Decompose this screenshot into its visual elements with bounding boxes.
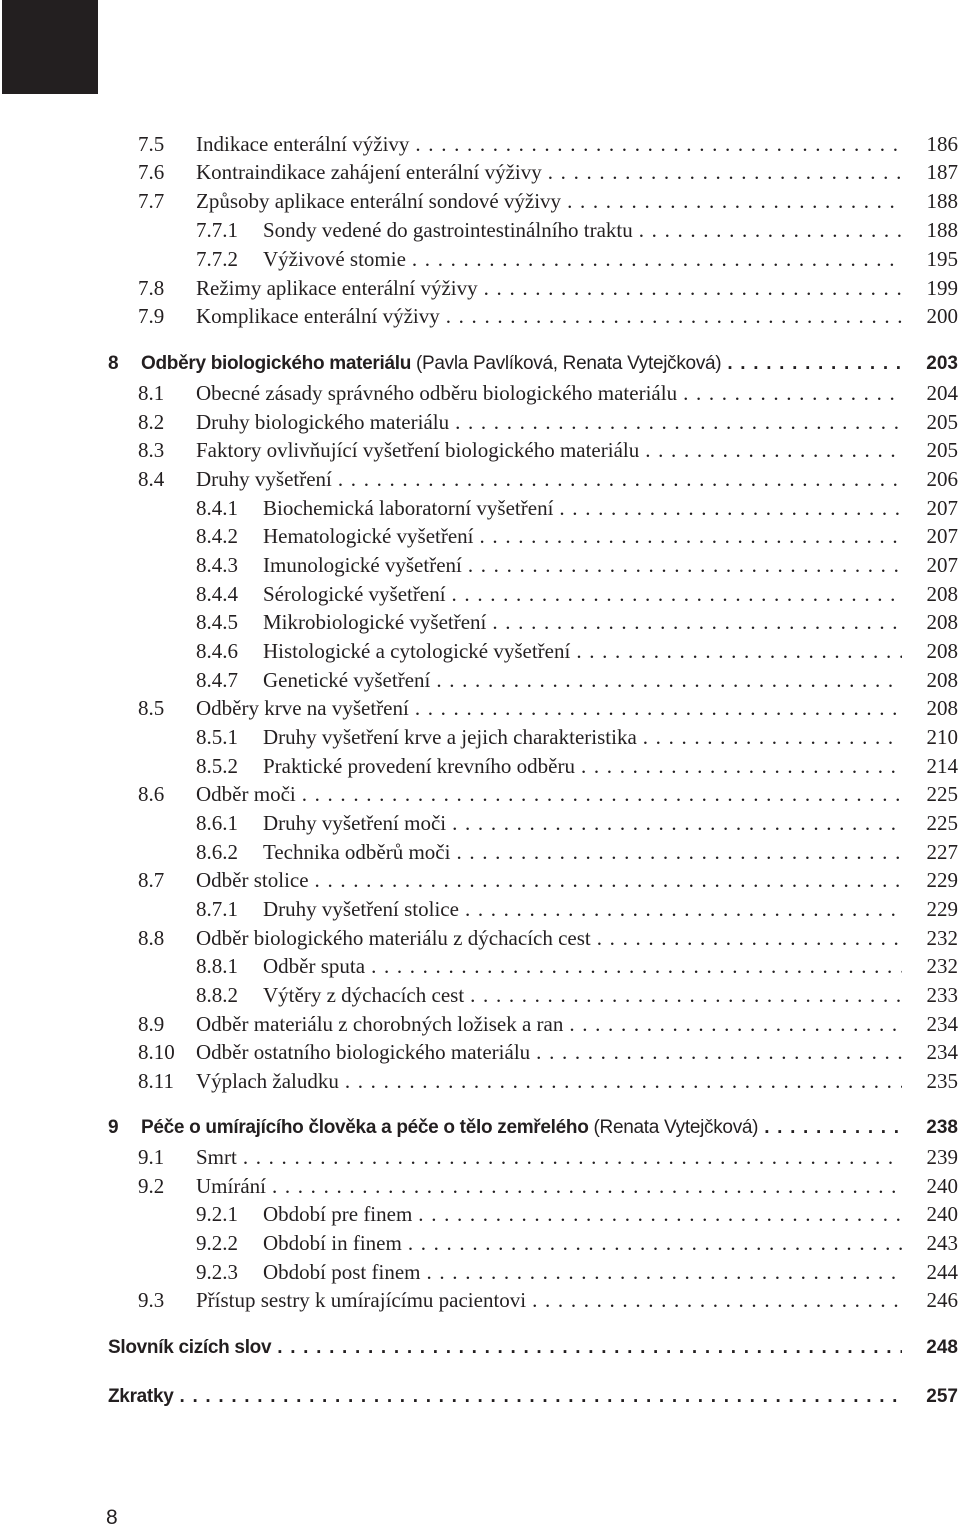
toc-entry[interactable]: [0, 1143, 960, 1171]
dot-leader: [452, 809, 902, 837]
toc-entry[interactable]: [0, 1229, 960, 1257]
toc-entry[interactable]: [0, 494, 960, 522]
entry-page: 214: [926, 754, 958, 778]
entry-number: 9.2.3: [196, 1260, 238, 1284]
toc-entry[interactable]: [0, 1010, 960, 1038]
entry-title: Smrt: [196, 1145, 237, 1169]
entry-page: 244: [926, 1260, 958, 1284]
entry-page: 207: [926, 553, 958, 577]
toc-entry[interactable]: [0, 637, 960, 665]
entry-page: 235: [926, 1069, 958, 1093]
chapter-title-text: Odběry biologického materiálu: [141, 353, 412, 374]
chapter-page: 238: [926, 1117, 958, 1138]
dot-leader: [272, 1172, 902, 1200]
toc-entry[interactable]: [0, 752, 960, 780]
toc-entry[interactable]: [0, 465, 960, 493]
toc-entry[interactable]: [0, 245, 960, 273]
dot-leader: [345, 1067, 902, 1095]
entry-page: 229: [926, 868, 958, 892]
dot-leader: [418, 1200, 902, 1228]
dot-leader: [408, 1229, 902, 1257]
entry-number: 8.5: [138, 696, 165, 720]
dot-leader: [470, 981, 902, 1009]
dot-leader: [645, 436, 902, 464]
dot-leader: [243, 1143, 902, 1171]
entry-title: Období pre finem: [263, 1202, 413, 1226]
entry-title: Odběr stolice: [196, 868, 309, 892]
entry-page: 239: [926, 1145, 958, 1169]
dot-leader: [415, 130, 902, 158]
toc-entry[interactable]: [0, 379, 960, 407]
toc-entry[interactable]: [0, 838, 960, 866]
entry-page: 205: [926, 438, 958, 462]
entry-number: 9.2: [138, 1174, 165, 1198]
entry-title: Biochemická laboratorní vyšetření: [263, 496, 554, 520]
entry-title: Technika odběrů moči: [263, 840, 451, 864]
entry-number: 7.8: [138, 276, 165, 300]
entry-page: 200: [926, 304, 958, 328]
entry-number: 8.5.1: [196, 725, 238, 749]
entry-title: Druhy vyšetření: [196, 467, 332, 491]
entry-page: 195: [926, 247, 958, 271]
entry-title: Genetické vyšetření: [263, 668, 431, 692]
entry-page: 208: [926, 582, 958, 606]
toc-chapter[interactable]: [0, 1114, 960, 1142]
chapter-page: 248: [926, 1337, 958, 1358]
entry-number: 8.8.2: [196, 983, 238, 1007]
toc-entry[interactable]: [0, 924, 960, 952]
dot-leader: [412, 245, 902, 273]
entry-page: 199: [926, 276, 958, 300]
entry-number: 8.4.2: [196, 524, 238, 548]
dot-leader: [683, 379, 902, 407]
entry-title: Kontraindikace zahájení enterální výživy: [196, 160, 542, 184]
entry-number: 9.2.1: [196, 1202, 238, 1226]
toc-entry[interactable]: [0, 1200, 960, 1228]
toc-entry[interactable]: [0, 723, 960, 751]
entry-number: 8.4.7: [196, 668, 238, 692]
entry-page: 227: [926, 840, 958, 864]
dot-leader: [446, 302, 902, 330]
entry-page: 225: [926, 782, 958, 806]
chapter-number: 8: [108, 353, 119, 374]
dot-leader: [567, 187, 902, 215]
entry-title: Praktické provedení krevního odběru: [263, 754, 575, 778]
dot-leader: [548, 158, 902, 186]
dot-leader: [315, 866, 902, 894]
toc-entry[interactable]: [0, 1067, 960, 1095]
entry-number: 8.6.2: [196, 840, 238, 864]
chapter-title-text: Péče o umírajícího člověka a péče o tělo zemřelého: [141, 1117, 589, 1138]
toc-entry[interactable]: [0, 1286, 960, 1314]
entry-number: 7.7.2: [196, 247, 238, 271]
dot-leader: [180, 1383, 903, 1411]
dot-leader: [727, 350, 902, 378]
entry-page: 207: [926, 496, 958, 520]
entry-title: Faktory ovlivňující vyšetření biologického materiálu: [196, 438, 640, 462]
entry-page: 243: [926, 1231, 958, 1255]
entry-title: Druhy vyšetření krve a jejich charakteristika: [263, 725, 637, 749]
entry-title: Sondy vedené do gastrointestinálního traktu: [263, 218, 633, 242]
entry-title: Výplach žaludku: [196, 1069, 339, 1093]
entry-page: 207: [926, 524, 958, 548]
entry-title: Sérologické vyšetření: [263, 582, 446, 606]
chapter-authors: (Pavla Pavlíková, Renata Vytejčková): [416, 353, 722, 374]
dot-leader: [415, 694, 902, 722]
entry-title: Hematologické vyšetření: [263, 524, 474, 548]
entry-number: 7.6: [138, 160, 165, 184]
toc-entry[interactable]: [0, 666, 960, 694]
entry-page: 240: [926, 1174, 958, 1198]
entry-number: 8.10: [138, 1040, 175, 1064]
entry-title: Odběr materiálu z chorobných ložisek a ran: [196, 1012, 564, 1036]
entry-title: Druhy biologického materiálu: [196, 410, 450, 434]
dot-leader: [338, 465, 902, 493]
dot-leader: [468, 551, 902, 579]
dot-leader: [484, 274, 902, 302]
entry-number: 7.9: [138, 304, 165, 328]
entry-page: 208: [926, 639, 958, 663]
entry-number: 8.4: [138, 467, 165, 491]
entry-page: 233: [926, 983, 958, 1007]
entry-number: 8.8: [138, 926, 165, 950]
corner-block: [2, 0, 98, 94]
entry-title: Způsoby aplikace enterální sondové výživy: [196, 189, 562, 213]
toc-entry[interactable]: [0, 408, 960, 436]
entry-title: Přístup sestry k umírajícímu pacientovi: [196, 1288, 527, 1312]
dot-leader: [465, 895, 902, 923]
entry-title: Histologické a cytologické vyšetření: [263, 639, 571, 663]
entry-page: 232: [926, 926, 958, 950]
toc-entry[interactable]: [0, 895, 960, 923]
entry-title: Odběr biologického materiálu z dýchacích cest: [196, 926, 591, 950]
toc-entry[interactable]: [0, 216, 960, 244]
dot-leader: [559, 494, 902, 522]
entry-page: 205: [926, 410, 958, 434]
dot-leader: [581, 752, 902, 780]
entry-page: 187: [926, 160, 958, 184]
entry-number: 8.5.2: [196, 754, 238, 778]
dot-leader: [576, 637, 902, 665]
dot-leader: [436, 666, 902, 694]
entry-page: 246: [926, 1288, 958, 1312]
chapter-title: Slovník cizích slov: [108, 1337, 272, 1358]
dot-leader: [639, 216, 902, 244]
entry-title: Období post finem: [263, 1260, 421, 1284]
dot-leader: [456, 838, 902, 866]
entry-number: 8.4.3: [196, 553, 238, 577]
entry-title: Komplikace enterální výživy: [196, 304, 440, 328]
entry-title: Výživové stomie: [263, 247, 406, 271]
toc-entry[interactable]: [0, 130, 960, 158]
dot-leader: [371, 952, 902, 980]
toc-chapter-glossary[interactable]: [0, 1334, 960, 1362]
toc-entry[interactable]: [0, 952, 960, 980]
entry-number: 9.1: [138, 1145, 165, 1169]
chapter-title: Zkratky: [108, 1386, 174, 1407]
entry-page: 225: [926, 811, 958, 835]
entry-number: 8.7: [138, 868, 165, 892]
toc-entry[interactable]: [0, 551, 960, 579]
dot-leader: [452, 580, 902, 608]
page-number: 8: [106, 1506, 118, 1529]
dot-leader: [302, 780, 902, 808]
entry-page: 229: [926, 897, 958, 921]
entry-title: Druhy vyšetření stolice: [263, 897, 459, 921]
toc-entry[interactable]: [0, 522, 960, 550]
dot-leader: [427, 1258, 903, 1286]
dot-leader: [569, 1010, 902, 1038]
entry-page: 208: [926, 668, 958, 692]
toc-entry[interactable]: [0, 1258, 960, 1286]
entry-number: 8.11: [138, 1069, 174, 1093]
toc-entry[interactable]: [0, 302, 960, 330]
entry-page: 204: [926, 381, 958, 405]
entry-number: 8.9: [138, 1012, 165, 1036]
entry-number: 9.2.2: [196, 1231, 238, 1255]
entry-title: Odběr moči: [196, 782, 296, 806]
dot-leader: [532, 1286, 902, 1314]
toc-entry[interactable]: [0, 780, 960, 808]
entry-number: 7.5: [138, 132, 165, 156]
entry-title: Odběr sputa: [263, 954, 366, 978]
entry-page: 206: [926, 467, 958, 491]
entry-title: Mikrobiologické vyšetření: [263, 610, 487, 634]
entry-number: 8.1: [138, 381, 165, 405]
entry-title: Obecné zásady správného odběru biologického materiálu: [196, 381, 678, 405]
dot-leader: [492, 608, 902, 636]
toc-entry[interactable]: [0, 274, 960, 302]
toc-entry[interactable]: [0, 866, 960, 894]
entry-number: 7.7.1: [196, 218, 238, 242]
entry-title: Výtěry z dýchacích cest: [263, 983, 465, 1007]
entry-page: 240: [926, 1202, 958, 1226]
toc-entry[interactable]: [0, 436, 960, 464]
dot-leader: [643, 723, 902, 751]
entry-page: 210: [926, 725, 958, 749]
entry-number: 8.6.1: [196, 811, 238, 835]
chapter-title: [141, 1114, 764, 1142]
chapter-page: 203: [926, 353, 958, 374]
dot-leader: [764, 1114, 902, 1142]
chapter-authors: (Renata Vytejčková): [593, 1117, 759, 1138]
toc-entry[interactable]: [0, 809, 960, 837]
entry-title: Odběr ostatního biologického materiálu: [196, 1040, 531, 1064]
toc-entry[interactable]: [0, 694, 960, 722]
entry-page: 208: [926, 610, 958, 634]
entry-number: 8.8.1: [196, 954, 238, 978]
entry-page: 188: [926, 218, 958, 242]
entry-title: Indikace enterální výživy: [196, 132, 410, 156]
entry-number: 7.7: [138, 189, 165, 213]
dot-leader: [536, 1038, 902, 1066]
toc-entry[interactable]: [0, 981, 960, 1009]
entry-number: 9.3: [138, 1288, 165, 1312]
dot-leader: [455, 408, 902, 436]
entry-title: Druhy vyšetření moči: [263, 811, 447, 835]
entry-title: Režimy aplikace enterální výživy: [196, 276, 478, 300]
entry-page: 232: [926, 954, 958, 978]
entry-number: 8.4.1: [196, 496, 238, 520]
entry-page: 188: [926, 189, 958, 213]
entry-number: 8.4.4: [196, 582, 238, 606]
chapter-number: 9: [108, 1117, 119, 1138]
toc-chapter[interactable]: [0, 350, 960, 378]
entry-title: Imunologické vyšetření: [263, 553, 462, 577]
chapter-page: 257: [926, 1386, 958, 1407]
entry-number: 8.2: [138, 410, 165, 434]
entry-number: 8.4.5: [196, 610, 238, 634]
entry-title: Odběry krve na vyšetření: [196, 696, 409, 720]
entry-page: 186: [926, 132, 958, 156]
entry-title: Období in finem: [263, 1231, 402, 1255]
toc-entry[interactable]: [0, 187, 960, 215]
chapter-title: [141, 350, 727, 378]
toc-entry[interactable]: [0, 158, 960, 186]
toc-entry[interactable]: [0, 1038, 960, 1066]
dot-leader: [480, 522, 902, 550]
entry-number: 8.3: [138, 438, 165, 462]
dot-leader: [597, 924, 902, 952]
entry-page: 234: [926, 1040, 958, 1064]
toc-entry[interactable]: [0, 608, 960, 636]
entry-page: 234: [926, 1012, 958, 1036]
toc-entry[interactable]: [0, 1172, 960, 1200]
toc-entry[interactable]: [0, 580, 960, 608]
entry-page: 208: [926, 696, 958, 720]
dot-leader: [277, 1334, 902, 1362]
toc-chapter-abbreviations[interactable]: [0, 1383, 960, 1411]
entry-number: 8.4.6: [196, 639, 238, 663]
entry-title: Umírání: [196, 1174, 266, 1198]
entry-number: 8.7.1: [196, 897, 238, 921]
entry-number: 8.6: [138, 782, 165, 806]
